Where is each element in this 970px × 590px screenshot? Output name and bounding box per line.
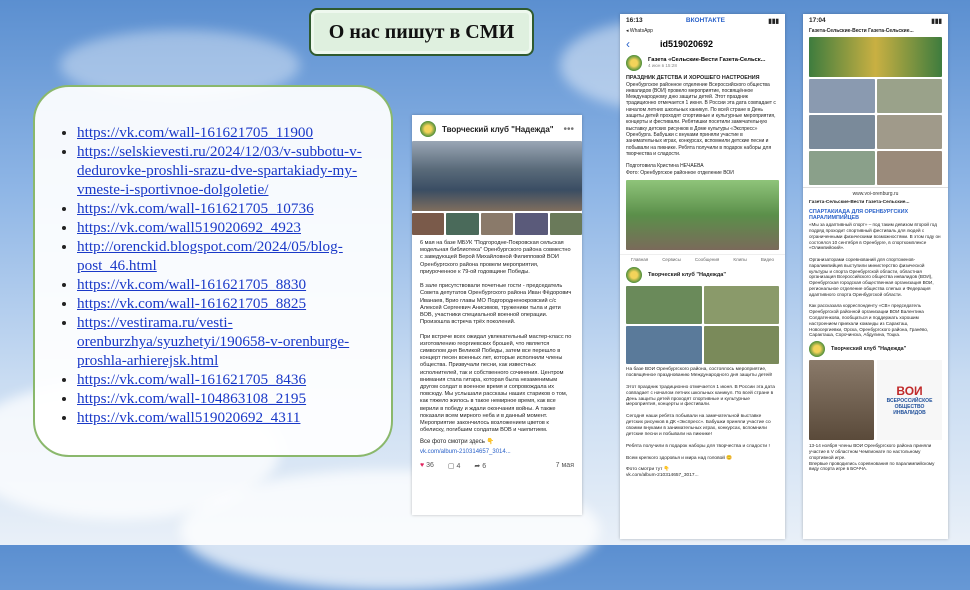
voi-line: ИНВАЛИДОВ bbox=[893, 410, 926, 417]
nav-item[interactable]: Видео bbox=[760, 257, 774, 263]
media-link[interactable]: https://vk.com/wall-161621705_8825 bbox=[77, 295, 307, 312]
album-link[interactable]: vk.com/album-210314657_3014... bbox=[420, 449, 511, 456]
post-author-row bbox=[620, 53, 785, 73]
nav-item[interactable]: Сообщения bbox=[694, 257, 720, 263]
photo-thumb bbox=[550, 213, 582, 235]
back-app[interactable]: ◂ WhatsApp bbox=[626, 28, 653, 34]
media-link[interactable]: http://orenckid.blogspot.com/2024/05/blog-post_46.html bbox=[77, 238, 343, 274]
post-photo bbox=[626, 180, 779, 250]
link-item bbox=[77, 237, 371, 275]
page-title: О нас пишут в СМИ bbox=[309, 8, 534, 56]
share-count: 6 bbox=[482, 462, 487, 470]
link-item bbox=[77, 408, 371, 427]
phone-screenshot-children-day bbox=[620, 14, 785, 539]
post2-photos bbox=[626, 286, 779, 364]
vk-tab: ВКОНТАКТЕ bbox=[685, 17, 725, 24]
group-avatar bbox=[420, 121, 436, 137]
post-reactions bbox=[412, 458, 582, 474]
media-link[interactable]: https://vk.com/wall-161621705_8436 bbox=[77, 371, 307, 388]
link-item bbox=[77, 389, 371, 408]
voi-image-row bbox=[809, 360, 942, 440]
page-id: id519020692 bbox=[660, 38, 714, 49]
voi-line: ОБЩЕСТВО bbox=[894, 404, 925, 411]
media-link[interactable]: https://vk.com/wall519020692_4311 bbox=[77, 409, 301, 426]
heart-icon: ♥ bbox=[420, 462, 425, 470]
link-item bbox=[77, 199, 371, 218]
news-banner bbox=[809, 37, 942, 77]
voi-line: ВСЕРОССИЙСКОЕ bbox=[886, 398, 933, 405]
link-item bbox=[77, 123, 371, 142]
group-avatar bbox=[626, 267, 642, 283]
post-headline: ПРАЗДНИК ДЕТСТВА И ХОРОШЕГО НАСТРОЕНИЯ bbox=[626, 74, 760, 81]
media-link[interactable]: https://vestirama.ru/vesti-orenburzhya/syuzhetyi/190658-v-orenburge-proshla-arhierejsk.html bbox=[77, 314, 350, 369]
group-name: Творческий клуб "Надежда" bbox=[831, 346, 907, 353]
photo bbox=[626, 326, 702, 364]
status-time: 16:13 bbox=[626, 17, 643, 24]
media-link[interactable]: https://vk.com/wall-161621705_8830 bbox=[77, 276, 307, 293]
voi-abbr: ВОИ bbox=[896, 384, 923, 399]
post3-caption: 13-14 ноября члены ВОИ Оренбургского района приняли участие в V областном Чемпионате по настольному спортивной игре. Впервые проводились соревнования по паралимпийскому виду спорта игре в БОЧЧА. bbox=[809, 443, 935, 472]
author-name: Газета «Сельские-Вести Газета-Сельск... bbox=[648, 57, 766, 64]
link-item bbox=[77, 294, 371, 313]
photo bbox=[809, 360, 874, 440]
post3-header bbox=[803, 338, 948, 360]
nav-item[interactable]: Главная bbox=[631, 257, 649, 263]
photo bbox=[704, 286, 780, 324]
like-count: 36 bbox=[426, 462, 434, 470]
nav-item[interactable]: Сервисы bbox=[662, 257, 681, 263]
signal-icon: ▮▮▮ bbox=[768, 18, 779, 25]
bottom-nav bbox=[620, 254, 785, 264]
photo-thumb bbox=[446, 213, 478, 235]
photo-thumb bbox=[412, 213, 444, 235]
author-time: 4 июн в 15:28 bbox=[648, 63, 677, 69]
media-link[interactable]: https://vk.com/wall-161621705_10736 bbox=[77, 200, 314, 217]
more-icon[interactable]: ••• bbox=[563, 123, 574, 135]
media-link[interactable]: https://vk.com/wall519020692_4923 bbox=[77, 219, 302, 236]
news-photos bbox=[809, 79, 942, 185]
media-link[interactable]: https://vk.com/wall-161621705_11900 bbox=[77, 124, 314, 141]
news-headline: СПАРТАКИАДА ДЛЯ ОРЕНБУРГСКИХ ПАРАЛИМПИЙЦЕВ bbox=[809, 208, 909, 222]
like-button[interactable] bbox=[420, 462, 434, 469]
comment-button[interactable] bbox=[448, 462, 460, 470]
photo bbox=[877, 115, 943, 149]
photo-thumb bbox=[481, 213, 513, 235]
media-link[interactable]: https://vk.com/wall-104863108_2195 bbox=[77, 390, 307, 407]
comment-icon: ▢ bbox=[447, 462, 455, 470]
links-panel bbox=[33, 85, 393, 457]
media-link[interactable]: https://selskievesti.ru/2024/12/03/v-subbotu-v-dedurovke-proshli-srazu-dve-spartakiady-my-vmeste-i-sportivnoe-dolgoletie/ bbox=[77, 143, 362, 198]
post-header bbox=[412, 115, 582, 141]
author-name: Газета-Сельские-Вести Газета-Сельские... bbox=[809, 28, 914, 34]
link-item bbox=[77, 275, 371, 294]
site-url[interactable]: www.voi-orenburg.ru bbox=[803, 187, 948, 200]
comment-count: 4 bbox=[456, 462, 461, 470]
page-header bbox=[620, 35, 785, 53]
post2-header bbox=[620, 264, 785, 286]
photos-line: Все фото смотри здесь 👇 bbox=[420, 439, 494, 446]
photo bbox=[704, 326, 780, 364]
photo-thumb bbox=[515, 213, 547, 235]
photo-thumbs bbox=[412, 213, 582, 235]
link-item bbox=[77, 218, 371, 237]
group-name: Творческий клуб "Надежда" bbox=[648, 272, 727, 279]
links-list bbox=[63, 123, 371, 427]
link-item bbox=[77, 313, 371, 370]
photo bbox=[809, 115, 875, 149]
back-icon[interactable]: ‹ bbox=[626, 36, 630, 51]
share-icon: ➦ bbox=[474, 462, 481, 470]
author-name-2: Газета-Сельские-Вести Газета-Сельские... bbox=[809, 199, 910, 205]
photo bbox=[626, 286, 702, 324]
share-button[interactable] bbox=[474, 462, 486, 470]
status-time: 17:04 bbox=[809, 17, 826, 24]
post-date: 7 мая bbox=[555, 462, 574, 470]
author-avatar bbox=[626, 55, 642, 71]
group-name: Творческий клуб "Надежда" bbox=[442, 124, 554, 134]
signal-icon: ▮▮▮ bbox=[931, 18, 942, 25]
photo bbox=[809, 151, 875, 185]
link-item bbox=[77, 370, 371, 389]
link-item bbox=[77, 142, 371, 199]
phone-screenshot-spartakiada bbox=[803, 14, 948, 539]
status-bar bbox=[803, 14, 948, 28]
photo bbox=[877, 79, 943, 113]
post-body: Оренбургское районное отделение Всероссийского общества инвалидов (ВОИ) провело мероприятие, посвящённое Международному дню защиты детей. Этот праздник традиционно отмечается 1 июня. В России эта дата совпадает с началом летних школьных каникул. По всей стране в День защиты детей проходят спортивные и культурные мероприятия, концерты и фестивали. Ребятишки посетили замечательную выставку детских рисунков в Доме культуры «Экспресс» Оренбурга. Бабушки с внуками приняли участие в занимательных играх, конкурсах, вспомнили детские песни и побывали на пикнике. Ребята получили в подарок наборы для творчества и сладости. Подготовила Кристина НЕЧАЕВА Фото: Оренбургское районное отделение ВОИ bbox=[626, 81, 776, 176]
group-avatar bbox=[809, 341, 825, 357]
post-text: 6 мая на базе МБУК "Подгородне-Покровская сельская модельная библиотека" Оренбургского района совместно с заведующей Верой Михайловной Филипповой ВОИ Оренбургского района провели мероприятия, приуроченное к 79-ой годовщине Победы. В зале присутствовали почетные гости - председатель Совета депутатов Оренбургского района Иван Фёдорович Иванаев, Врио главы МО Подгородненокровский с/с Алексей Сергеевич Анисимов, труженики тыла и дети ВОВ, участники специальной военной операции. Произошла встреча трёх поколений. При встрече всех ожидал увлекательный мастер-класс по изготовлению георгиевских брошей, что является символом дня Великой Победы, затем все перешло в концерт песен военных лет, которые исполнили члены общества. Призвучали песни, как известных исполнителей, так и собственного сочинения. Центром внимания стала гитара, которая была незаменимым другом солдат в военное время и сопровождала их повсюду. Мы услышали рассказы наших стариков о том, как тяжело жилось в такое немирное время, как все верили в победу и ждали окончания войны. А также показали всем мирного неба и в данный момент. Мероприятие закончилось возложением цветов к обелиску, погибшим солдатам ВОВ и чаепитием. bbox=[420, 240, 572, 434]
photo bbox=[877, 151, 943, 185]
status-bar bbox=[620, 14, 785, 28]
vk-post-screenshot bbox=[412, 115, 582, 515]
post2-body: На базе ВОИ Оренбургского района, состоялось мероприятие, посвящённое празднованию Международного дня защиты детей! Этот праздник традиционно отмечается 1 июня. В России эта дата совпадает с началом летних школьных каникул. По всей стране в День защиты детей проходят спортивные и культурные мероприятия, концерты и фестивали. Сегодня наши ребята побывали на замечательной выставке детских рисунков в ДК «Экспресс». Бабушки приняли участие со своими внуками в занимательных играх, конкурсах, вспомнили детские песни и побывали на пикнике! Ребята получили в подарок наборы для творчества и сладости ! Всем крепкого здоровья и мира над головой 😊 Фото смотри тут 👇 vk.com/album-210314657_3017... bbox=[626, 367, 775, 479]
news-body: «Мы за адаптивный спорт» – под таким девизом второй год подряд проходит спортивный фестиваль для людей с ограниченными физическими возможностями. В этом году он состоялся 10 сентября в Оренбурге, в спорткомплексе «Олимпийский». Организаторами соревнований для спортсменов-паралимпийцев выступили министерство физической культуры и спорта Оренбургской области, областная организация Всероссийского общества инвалидов (ВОИ), Оренбургская городская общественная организация ВОИ, региональное отделение общества слепых и Федерация адаптивного спорта Оренбургской области. Как рассказала корреспонденту «СВ» председатель Оренбургской районной организации ВОИ Валентина Солдатенкова, пообщаться и поддержать хорошим настроением приехали команды из Саракташ, Новосергиевки, Орска, Оренбургского района, Гранёво, Саракташа, Сорочинска, Абдулина, Тоцка. bbox=[809, 222, 941, 338]
voi-logo bbox=[877, 360, 942, 440]
photo-main bbox=[412, 141, 582, 211]
post-photos bbox=[412, 141, 582, 211]
photo bbox=[809, 79, 875, 113]
nav-item[interactable]: Клипы bbox=[733, 257, 747, 263]
